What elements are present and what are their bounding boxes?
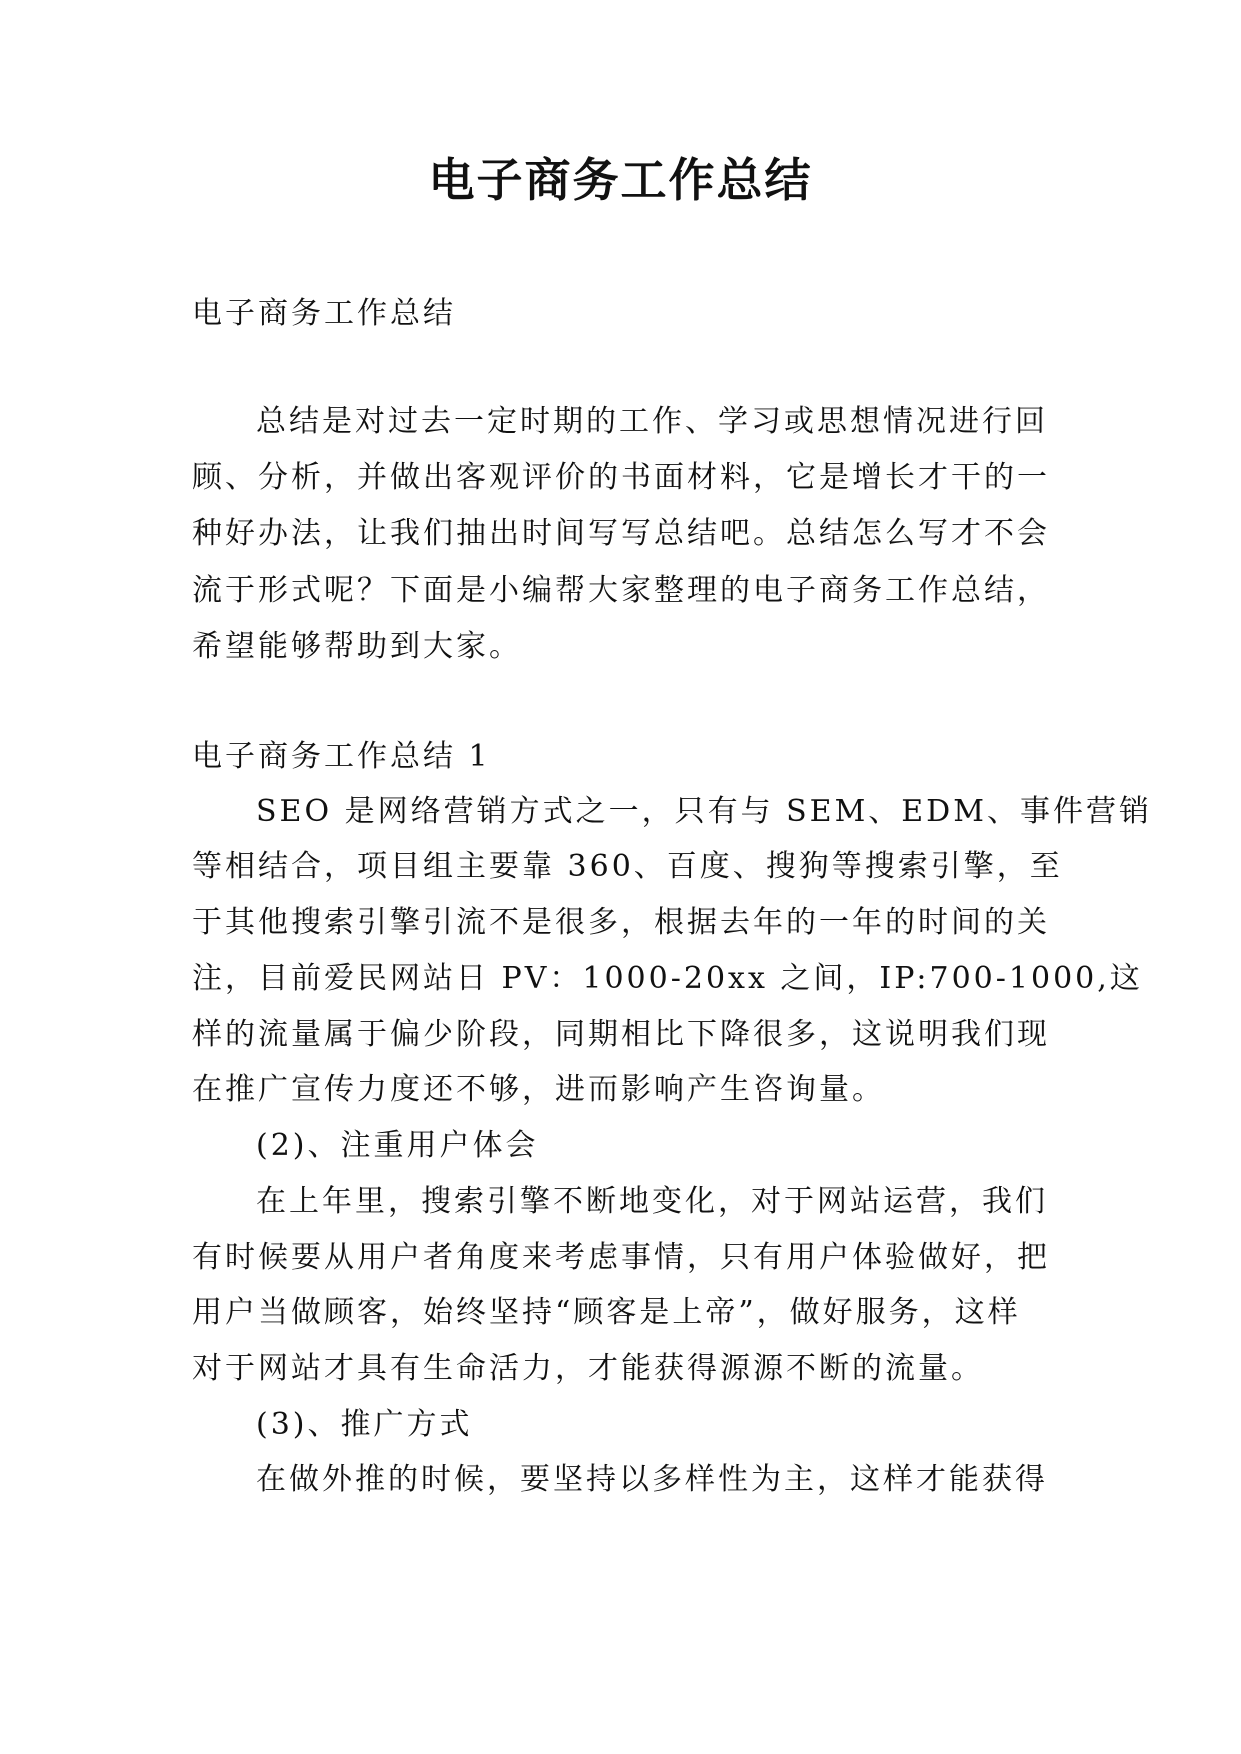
intro-line: 顾、分析，并做出客观评价的书面材料，它是增长才干的一 <box>192 460 1050 495</box>
paragraph-line: 样的流量属于偏少阶段，同期相比下降很多，这说明我们现 <box>192 1017 1050 1052</box>
subheading: (3)、推广方式 <box>256 1407 473 1442</box>
subheading: (2)、注重用户体会 <box>256 1128 539 1163</box>
paragraph-line: 等相结合，项目组主要靠 360、百度、搜狗等搜索引擎，至 <box>192 849 1063 884</box>
intro-line: 希望能够帮助到大家。 <box>192 629 522 664</box>
paragraph-line: 在上年里，搜索引擎不断地变化，对于网站运营，我们 <box>256 1184 1048 1219</box>
document-title: 电子商务工作总结 <box>428 153 813 207</box>
section-heading: 电子商务工作总结 1 <box>192 739 491 774</box>
paragraph-line: SEO 是网络营销方式之一，只有与 SEM、EDM、事件营销 <box>256 794 1152 829</box>
paragraph-line: 用户当做顾客，始终坚持“顾客是上帝”，做好服务，这样 <box>192 1295 1021 1330</box>
paragraph-line: 于其他搜索引擎引流不是很多，根据去年的一年的时间的关 <box>192 905 1050 940</box>
paragraph-line: 有时候要从用户者角度来考虑事情，只有用户体验做好，把 <box>192 1240 1050 1275</box>
document-subtitle: 电子商务工作总结 <box>192 296 456 331</box>
intro-line: 种好办法，让我们抽出时间写写总结吧。总结怎么写才不会 <box>192 516 1050 551</box>
paragraph-line: 对于网站才具有生命活力，才能获得源源不断的流量。 <box>192 1351 984 1386</box>
paragraph-line: 在做外推的时候，要坚持以多样性为主，这样才能获得 <box>256 1462 1048 1497</box>
paragraph-line: 在推广宣传力度还不够，进而影响产生咨询量。 <box>192 1072 885 1107</box>
paragraph-line: 注，目前爱民网站日 PV：1000-20xx 之间，IP:700-1000,这 <box>192 961 1143 996</box>
intro-line: 总结是对过去一定时期的工作、学习或思想情况进行回 <box>256 404 1048 439</box>
intro-line: 流于形式呢？下面是小编帮大家整理的电子商务工作总结， <box>192 573 1050 608</box>
